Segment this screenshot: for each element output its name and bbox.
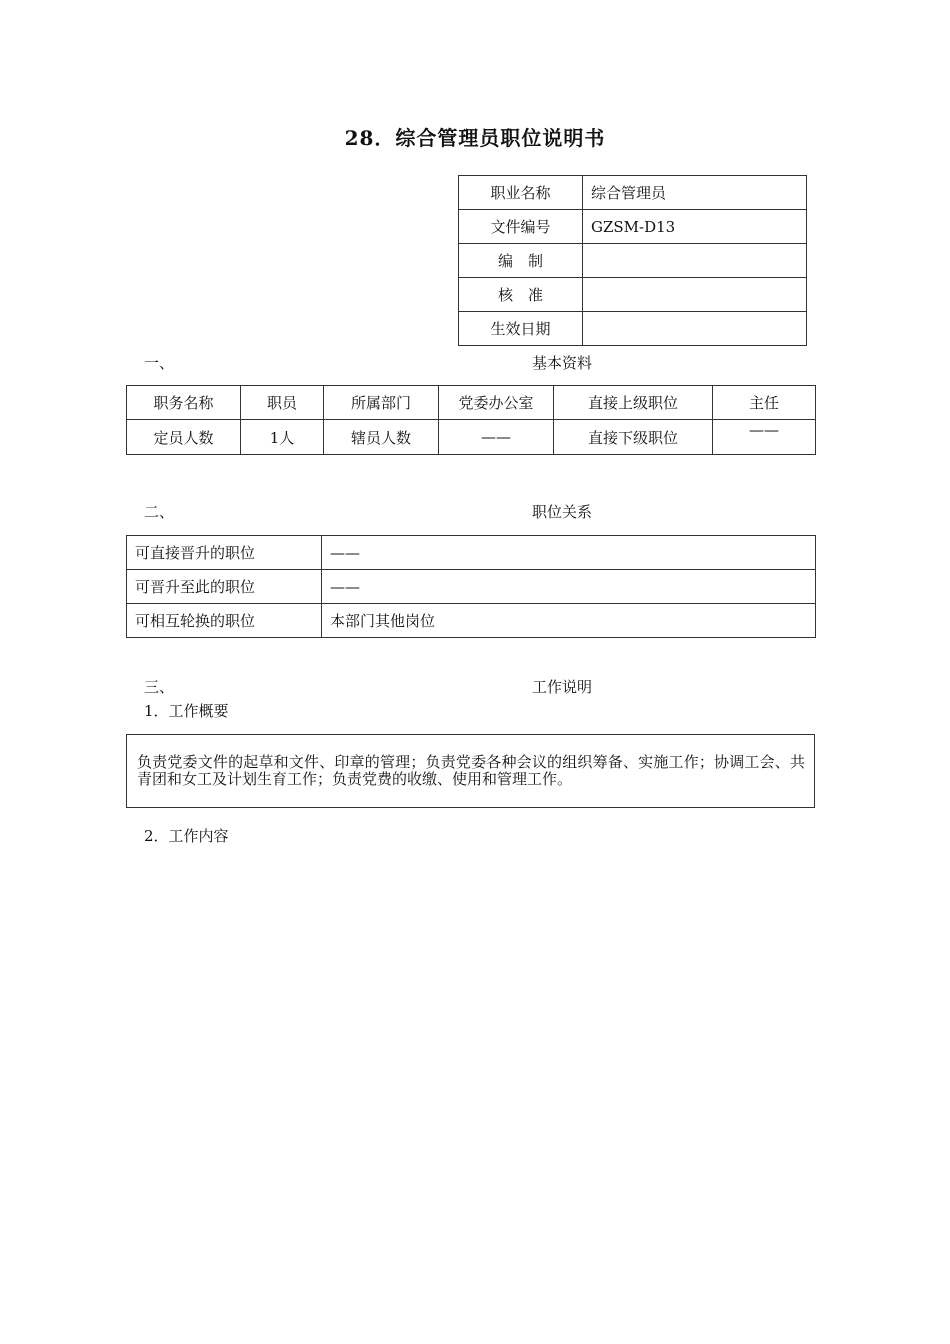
section-heading: 职位关系: [532, 503, 593, 521]
table-row: [459, 244, 807, 278]
job-summary-box: 负责党委文件的起草和文件、印章的管理；负责党委各种会议的组织筹备、实施工作；协调工会、共青团和女工及计划生育工作；负责党费的收缴、使用和管理工作。: [126, 734, 815, 808]
doc-info-label: 职业名称: [459, 176, 583, 210]
section-number: 二、: [144, 503, 175, 521]
subsection-heading: 1．工作概要: [144, 702, 229, 720]
basic-info-table: [126, 385, 816, 455]
section-heading: 基本资料: [532, 354, 593, 372]
subsection-heading: 2．工作内容: [144, 827, 229, 845]
table-row: [127, 386, 816, 420]
doc-info-label: 生效日期: [459, 312, 583, 346]
relation-label: 可相互轮换的职位: [127, 604, 322, 638]
doc-info-label: 文件编号: [459, 210, 583, 244]
table-row: [127, 570, 816, 604]
document-info-table: [458, 175, 807, 346]
relation-value: ——: [322, 570, 816, 604]
table-row: [127, 536, 816, 570]
table-row: [127, 604, 816, 638]
section-number: 一、: [144, 354, 175, 372]
table-row: [459, 312, 807, 346]
table-cell: ——: [439, 420, 554, 455]
table-cell: 1人: [241, 420, 324, 455]
position-relations-table: [126, 535, 816, 638]
table-cell: 党委办公室: [439, 386, 554, 420]
table-row: [127, 420, 816, 455]
doc-info-value: [583, 244, 807, 278]
doc-info-value: [583, 278, 807, 312]
table-cell: 职员: [241, 386, 324, 420]
table-cell: 定员人数: [127, 420, 241, 455]
table-cell: 辖员人数: [324, 420, 439, 455]
relation-label: 可直接晋升的职位: [127, 536, 322, 570]
table-cell: 主任: [713, 386, 816, 420]
relation-value: ——: [322, 536, 816, 570]
table-cell: 直接下级职位: [554, 420, 713, 455]
table-row: [459, 278, 807, 312]
doc-info-value: [583, 312, 807, 346]
page-title: 28．综合管理员职位说明书: [344, 126, 606, 150]
doc-info-value: 综合管理员: [583, 176, 807, 210]
table-cell: ——: [713, 420, 816, 455]
section-number: 三、: [144, 678, 175, 696]
table-cell: 职务名称: [127, 386, 241, 420]
table-row: [459, 210, 807, 244]
relation-label: 可晋升至此的职位: [127, 570, 322, 604]
table-cell: 直接上级职位: [554, 386, 713, 420]
section-heading: 工作说明: [532, 678, 593, 696]
table-row: [459, 176, 807, 210]
doc-info-value: GZSM-D13: [583, 210, 807, 244]
table-cell: 所属部门: [324, 386, 439, 420]
doc-info-label: 编 制: [459, 244, 583, 278]
relation-value: 本部门其他岗位: [322, 604, 816, 638]
doc-info-label: 核 准: [459, 278, 583, 312]
